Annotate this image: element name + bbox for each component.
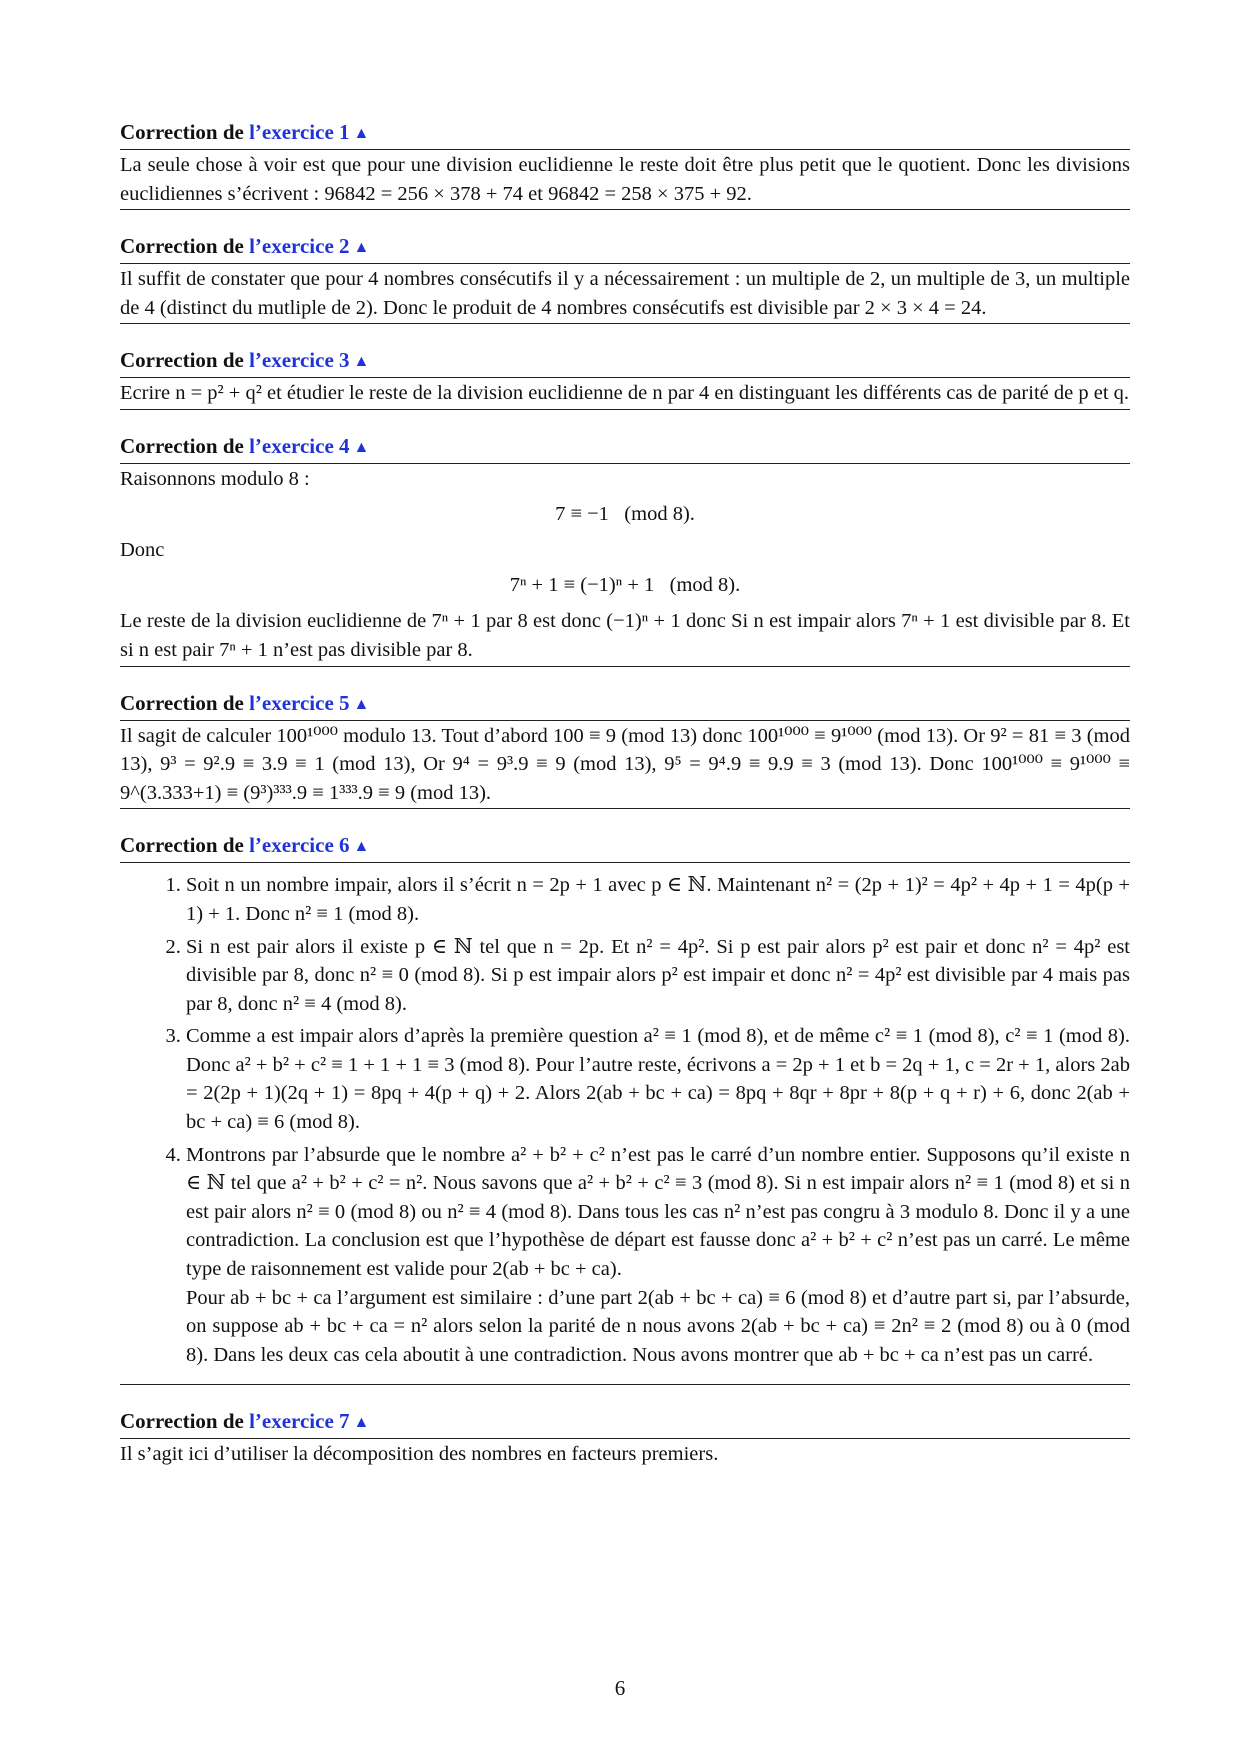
up-arrow-icon: ▲ (353, 838, 370, 856)
exercise-link-4[interactable]: l’exercice 4 ▲ (249, 433, 370, 458)
exercise-link-7[interactable]: l’exercice 7 ▲ (249, 1409, 370, 1434)
exercise-link-6[interactable]: l’exercice 6 ▲ (249, 833, 370, 858)
correction-heading: Correction de l’exercice 6 ▲ (120, 831, 1130, 863)
paragraph: Le reste de la division euclidienne de 7ⁿ + 1 par 8 est donc (−1)ⁿ + 1 donc Si n est impair alors 7ⁿ + 1 est divisible par 8. Et si n est pair 7ⁿ + 1 n’est pas divisible par 8. (120, 610, 1130, 661)
display-equation: 7 ≡ −1 (mod 8). (555, 502, 695, 525)
correction-5 (120, 689, 1130, 810)
list-item: 1. Soit n un nombre impair, alors il s’écrit n = 2p + 1 avec p ∈ ℕ. Maintenant n² = (2p + 1)² = 4p² + 4p + 1 = 4p(p + 1) + 1. Donc n² ≡ 1 (mod 8). (186, 871, 1130, 928)
document-page (120, 118, 1130, 1492)
up-arrow-icon: ▲ (353, 239, 370, 257)
paragraph: Raisonnons modulo 8 : (120, 467, 310, 490)
list-item: 4. Montrons par l’absurde que le nombre a² + b² + c² n’est pas le carré d’un nombre entier. Supposons qu’il existe n ∈ ℕ tel que a² + b² + c² = n². Nous savons que a² + b² + c² ≡ 3 (mod 8). Si n est impair alors n² ≡ 1 (mod 8) et si n est pair alors n² ≡ 0 (mod 8) ou n² ≡ 4 (mod 8). Dans tous les cas n² n’est pas congru à 3 modulo 8. Donc il y a une contradiction. La conclusion est que l’hypothèse de départ est fausse donc a² + b² + c² n’est pas un carré. Le même type de raisonnement est valide pour 2(ab + bc + ca). Pour ab + bc + ca l’argument est similaire : d’une part 2(ab + bc + ca) ≡ 6 (mod 8) et d’autre part si, par l’absurde, on suppose ab + bc + ca = n² alors selon la parité de n nous avons 2(ab + bc + ca) ≡ 2n² ≡ 2 (mod 8) ou à 0 (mod 8). Dans les deux cas cela aboutit à une contradiction. Nous avons montrer que ab + bc + ca n’est pas un carré. (186, 1141, 1130, 1370)
correction-text: Il suffit de constater que pour 4 nombres consécutifs il y a nécessairement : un multiple de 2, un multiple de 3, un multiple de 4 (distinct du mutliple de 2). Donc le produit de 4 nombres consécutifs est divisible par 2 × 3 × 4 = 24. (120, 264, 1130, 324)
correction-text: Ecrire n = p² + q² et étudier le reste de la division euclidienne de n par 4 en distinguant les différents cas de parité de p et q. (120, 378, 1130, 410)
correction-heading: Correction de l’exercice 3 ▲ (120, 346, 1130, 378)
correction-6 (120, 831, 1130, 1385)
correction-heading: Correction de l’exercice 2 ▲ (120, 232, 1130, 264)
correction-7 (120, 1407, 1130, 1470)
correction-text (120, 464, 1130, 667)
correction-text: Il s’agit ici d’utiliser la décomposition des nombres en facteurs premiers. (120, 1443, 719, 1466)
correction-heading: Correction de l’exercice 7 ▲ (120, 1407, 1130, 1439)
correction-4 (120, 432, 1130, 667)
correction-heading: Correction de l’exercice 1 ▲ (120, 118, 1130, 150)
correction-text: La seule chose à voir est que pour une division euclidienne le reste doit être plus petit que le quotient. Donc les divisions euclidiennes s’écrivent : 96842 = 256 × 378 + 74 et 96842 = 258 × 375 + 92. (120, 150, 1130, 210)
correction-1 (120, 118, 1130, 210)
list-item: 2. Si n est pair alors il existe p ∈ ℕ tel que n = 2p. Et n² = 4p². Si p est pair alors p² est pair et donc n² = 4p² est divisible par 8, donc n² ≡ 0 (mod 8). Si p est impair alors p² est impair et donc n² = 4p² est divisible par 4 mais pas par 8, donc n² ≡ 4 (mod 8). (186, 933, 1130, 1019)
correction-text (120, 863, 1130, 1385)
exercise-link-2[interactable]: l’exercice 2 ▲ (249, 234, 370, 259)
numbered-list (120, 871, 1130, 1369)
display-equation: 7ⁿ + 1 ≡ (−1)ⁿ + 1 (mod 8). (509, 573, 741, 596)
up-arrow-icon: ▲ (353, 695, 370, 713)
correction-3 (120, 346, 1130, 410)
correction-text: Il sagit de calculer 100¹⁰⁰⁰ modulo 13. Tout d’abord 100 ≡ 9 (mod 13) donc 100¹⁰⁰⁰ ≡ 9¹⁰⁰⁰ (mod 13). Or 9² = 81 ≡ 3 (mod 13), 9³ = 9².9 ≡ 3.9 ≡ 1 (mod 13), Or 9⁴ = 9³.9 ≡ 9 (mod 13), 9⁵ = 9⁴.9 ≡ 9.9 ≡ 3 (mod 13). Donc 100¹⁰⁰⁰ ≡ 9¹⁰⁰⁰ ≡ 9^(3.333+1) ≡ (9³)³³³.9 ≡ 1³³³.9 ≡ 9 (mod 13). (120, 721, 1130, 810)
exercise-link-3[interactable]: l’exercice 3 ▲ (249, 348, 370, 373)
list-item-continuation: Pour ab + bc + ca l’argument est similaire : d’une part 2(ab + bc + ca) ≡ 6 (mod 8) et d’autre part si, par l’absurde, on suppose ab + bc + ca = n² alors selon la parité de n nous avons 2(ab + bc + ca) ≡ 2n² ≡ 2 (mod 8) ou à 0 (mod 8). Dans les deux cas cela aboutit à une contradiction. Nous avons montrer que ab + bc + ca n’est pas un carré. (186, 1286, 1130, 1366)
up-arrow-icon: ▲ (353, 438, 370, 456)
correction-2 (120, 232, 1130, 324)
paragraph: Donc (120, 539, 165, 562)
page-number: 6 (614, 1676, 626, 1700)
up-arrow-icon: ▲ (353, 353, 370, 371)
exercise-link-5[interactable]: l’exercice 5 ▲ (249, 690, 370, 715)
exercise-link-1[interactable]: l’exercice 1 ▲ (249, 120, 370, 144)
up-arrow-icon: ▲ (353, 1414, 370, 1432)
correction-heading: Correction de l’exercice 4 ▲ (120, 432, 1130, 464)
list-item: 3. Comme a est impair alors d’après la première question a² ≡ 1 (mod 8), et de même c² ≡ 1 (mod 8), c² ≡ 1 (mod 8). Donc a² + b² + c² ≡ 1 + 1 + 1 ≡ 3 (mod 8). Pour l’autre reste, écrivons a = 2p + 1 et b = 2q + 1, c = 2r + 1, alors 2ab = 2(2p + 1)(2q + 1) = 8pq + 4(p + q) + 2. Alors 2(ab + bc + ca) = 8pq + 8qr + 8pr + 8(p + q + r) + 6, donc 2(ab + bc + ca) ≡ 6 (mod 8). (186, 1022, 1130, 1136)
up-arrow-icon: ▲ (353, 125, 370, 142)
correction-heading: Correction de l’exercice 5 ▲ (120, 689, 1130, 721)
